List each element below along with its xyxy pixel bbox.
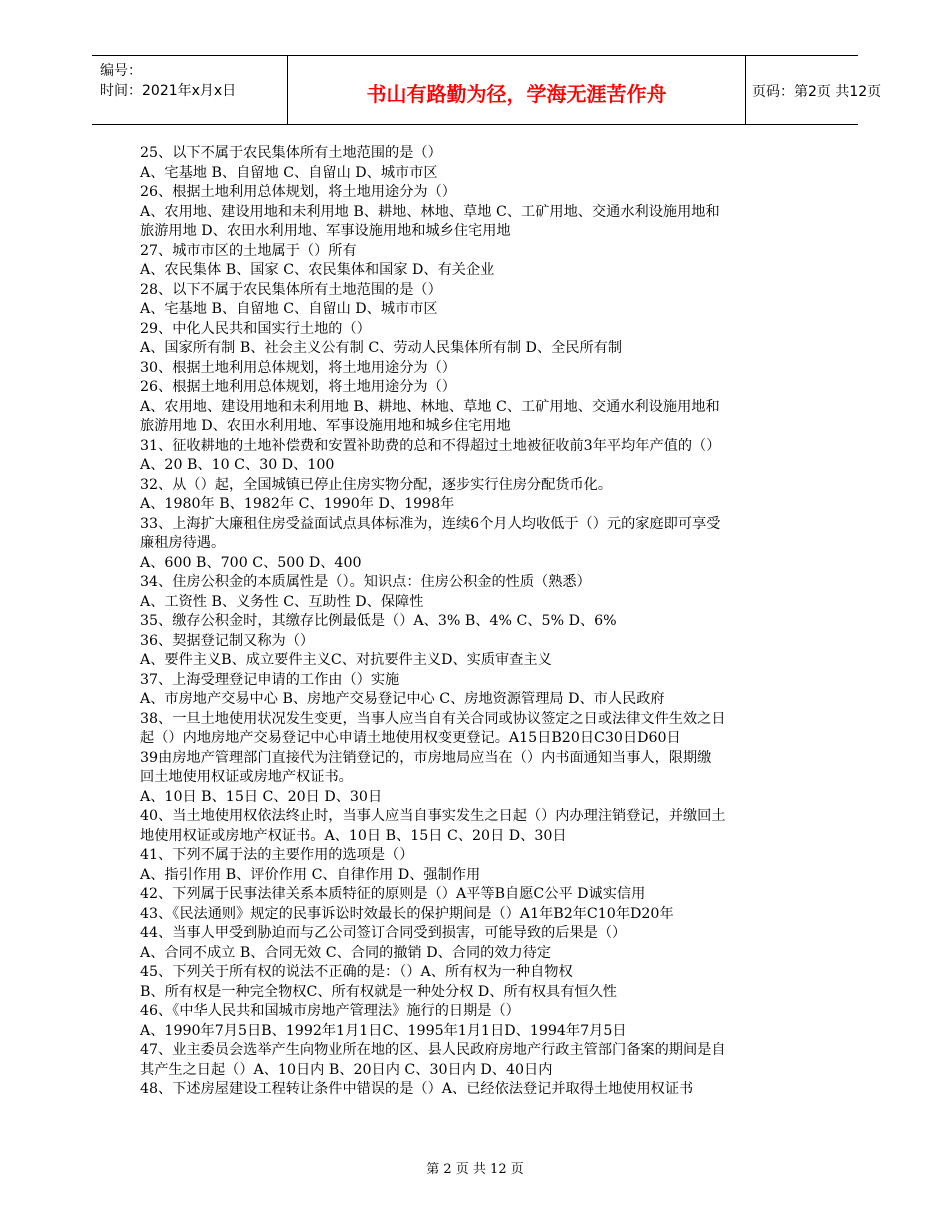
- text-line: 46、《中华人民共和国城市房地产管理法》施行的日期是（）: [140, 1003, 520, 1019]
- header-motto: 书山有路勤为径，学海无涯苦作舟: [366, 82, 667, 106]
- text-line: A、农民集体 B、国家 C、农民集体和国家 D、有关企业: [140, 262, 495, 278]
- text-line: 40、当土地使用权依法终止时，当事人应当自事实发生之日起（）内办理注销登记，并缴回土: [140, 808, 726, 824]
- text-line: 28、以下不属于农民集体所有土地范围的是（）: [140, 281, 442, 298]
- text-line: 38、一旦土地使用状况发生变更，当事人应当自有关合同或协议签定之日或法律文件生效之日: [140, 710, 726, 727]
- document-time-label: 时间：2021年x月x日: [100, 83, 237, 99]
- text-line: 廉租房待遇。: [140, 535, 226, 551]
- text-line: A、工资性 B、义务性 C、互助性 D、保障性: [140, 593, 424, 610]
- text-line: A、合同不成立 B、合同无效 C、合同的撤销 D、合同的效力待定: [140, 944, 552, 961]
- text-line: 47、业主委员会选举产生向物业所在地的区、县人民政府房地产行政主管部门备案的期间是自: [140, 1042, 726, 1058]
- text-line: 旅游用地 D、农田水利用地、军事设施用地和城乡住宅用地: [140, 223, 511, 239]
- header-motto-cell: [287, 56, 746, 124]
- document-number-label: 编号：: [100, 63, 142, 79]
- text-line: B、所有权是一种完全物权C、所有权就是一种处分权 D、所有权具有恒久性: [140, 983, 617, 1000]
- text-line: 37、上海受理登记申请的工作由（）实施: [140, 671, 400, 688]
- text-line: A、10日 B、15日 C、20日 D、30日: [140, 788, 383, 805]
- text-line: 43、《民法通则》规定的民事诉讼时效最长的保护期间是（）A1年B2年C10年D20年: [140, 905, 674, 922]
- text-line: A、农用地、建设用地和未利用地 B、耕地、林地、草地 C、工矿用地、交通水利设施用地和: [140, 398, 720, 415]
- text-line: A、农用地、建设用地和未利用地 B、耕地、林地、草地 C、工矿用地、交通水利设施用地和: [140, 203, 720, 220]
- text-line: A、600 B、700 C、500 D、400: [140, 554, 362, 571]
- text-line: A、1980年 B、1982年 C、1990年 D、1998年: [140, 496, 455, 512]
- text-line: 26、根据土地利用总体规划，将土地用途分为（）: [140, 184, 456, 200]
- text-line: 旅游用地 D、农田水利用地、军事设施用地和城乡住宅用地: [140, 418, 511, 434]
- text-line: 36、契据登记制又称为（）: [140, 632, 315, 649]
- text-line: 地使用权证或房地产权证书。A、10日 B、15日 C、20日 D、30日: [140, 827, 567, 844]
- text-line: 回土地使用权证或房地产权证书。: [140, 769, 353, 785]
- text-line: A、1990年7月5日B、1992年1月1日C、1995年1月1日D、1994年7月5日: [140, 1022, 627, 1039]
- text-line: 44、当事人甲受到胁迫而与乙公司签订合同受到损害，可能导致的后果是（）: [140, 925, 627, 941]
- text-line: A、宅基地 B、自留地 C、自留山 D、城市市区: [140, 164, 438, 181]
- text-line: A、国家所有制 B、社会主义公有制 C、劳动人民集体所有制 D、全民所有制: [140, 340, 623, 356]
- text-line: A、市房地产交易中心 B、房地产交易登记中心 C、房地资源管理局 D、市人民政府: [140, 691, 665, 707]
- text-line: 29、中化人民共和国实行土地的（）: [140, 320, 371, 337]
- text-line: A、宅基地 B、自留地 C、自留山 D、城市市区: [140, 301, 438, 317]
- text-line: 42、下列属于民事法律关系本质特征的原则是（）A平等B自愿C公平 D诚实信用: [140, 886, 646, 902]
- text-line: 35、缴存公积金时，其缴存比例最低是（）A、3% B、4% C、5% D、6%: [140, 613, 617, 629]
- page-header: [92, 55, 882, 125]
- text-line: A、20 B、10 C、30 D、100: [140, 457, 335, 473]
- text-line: 起（）内地房地产交易登记中心申请土地使用权变更登记。A15日B20日C30日D60日: [140, 730, 681, 746]
- text-line: 27、城市市区的土地属于（）所有: [140, 242, 357, 259]
- text-line: 33、上海扩大廉租住房受益面试点具体标准为，连续6个月人均收低于（）元的家庭即可享受: [140, 515, 721, 532]
- text-line: 31、征收耕地的土地补偿费和安置补助费的总和不得超过土地被征收前3年平均年产值的（）: [140, 437, 721, 454]
- text-line: 其产生之日起（）A、10日内 B、20日内 C、30日内 D、40日内: [140, 1061, 553, 1078]
- text-line: 34、住房公积金的本质属性是（）。知识点：住房公积金的性质（熟悉）: [140, 574, 591, 590]
- header-meta-cell: [92, 56, 287, 124]
- header-page-cell: [744, 56, 882, 124]
- question-list: [140, 144, 820, 1100]
- text-line: 39由房地产管理部门直接代为注销登记的，市房地局应当在（）内书面通知当事人，限期缴: [140, 749, 712, 766]
- page-footer: 第 2 页 共 12 页: [426, 1162, 524, 1177]
- text-line: 25、以下不属于农民集体所有土地范围的是（）: [140, 145, 442, 161]
- text-line: 41、下列不属于法的主要作用的选项是（）: [140, 847, 414, 863]
- text-line: 26、根据土地利用总体规划，将土地用途分为（）: [140, 379, 456, 395]
- text-line: 32、从（）起，全国城镇已停止住房实物分配，逐步实行住房分配货币化。: [140, 476, 613, 493]
- text-line: 45、下列关于所有权的说法不正确的是：（）A、所有权为一种自物权: [140, 964, 573, 980]
- text-line: A、指引作用 B、评价作用 C、自律作用 D、强制作用: [140, 866, 481, 883]
- header-page-code: 页码：第2页 共12页: [752, 84, 882, 100]
- text-line: 48、下述房屋建设工程转让条件中错误的是（）A、已经依法登记并取得土地使用权证书: [140, 1081, 694, 1097]
- text-line: A、要件主义B、成立要件主义C、对抗要件主义D、实质审查主义: [140, 652, 552, 668]
- text-line: 30、根据土地利用总体规划，将土地用途分为（）: [140, 359, 456, 376]
